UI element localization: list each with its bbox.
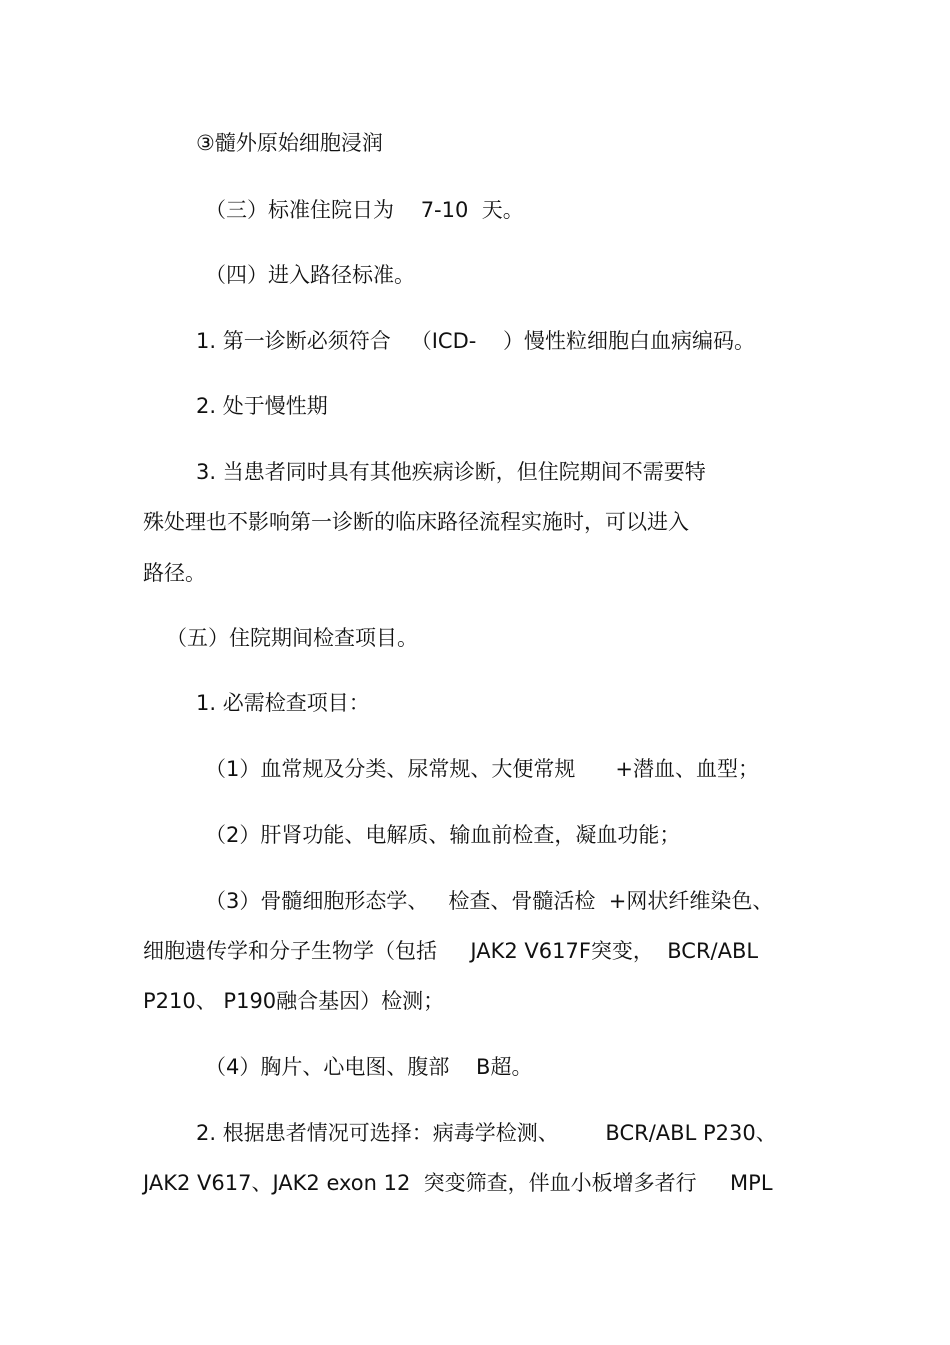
text-line-test-item-3a: （3）骨髓细胞形态学、 检查、骨髓活检 +网状纤维染色、 <box>205 889 774 913</box>
text-line-bone-marrow-infiltration: ③髓外原始细胞浸润 <box>196 131 383 155</box>
text-line-comorbidity-2: 殊处理也不影响第一诊断的临床路径流程实施时，可以进入 <box>143 510 689 534</box>
text-line-comorbidity-1: 3. 当患者同时具有其他疾病诊断，但住院期间不需要特 <box>196 460 706 484</box>
text-line-test-item-3b: 细胞遗传学和分子生物学（包括 JAK2 V617F突变， BCR/ABL <box>143 939 759 963</box>
text-line-comorbidity-3: 路径。 <box>143 561 206 585</box>
text-line-optional-tests-1: 2. 根据患者情况可选择：病毒学检测、 BCR/ABL P230、 <box>196 1121 777 1145</box>
text-line-test-item-4: （4）胸片、心电图、腹部 B超。 <box>205 1055 533 1079</box>
text-line-required-tests: 1. 必需检查项目： <box>196 691 370 715</box>
text-line-chronic-phase: 2. 处于慢性期 <box>196 394 328 418</box>
text-line-test-item-3c: P210、 P190融合基因）检测； <box>143 989 445 1013</box>
text-line-hospital-stay: （三）标准住院日为 7-10 天。 <box>205 198 524 222</box>
text-line-test-item-1: （1）血常规及分类、尿常规、大便常规 +潜血、血型； <box>205 757 760 781</box>
text-line-pathway-criteria-heading: （四）进入路径标准。 <box>205 263 415 287</box>
text-line-test-item-2: （2）肝肾功能、电解质、输血前检查，凝血功能； <box>205 823 681 847</box>
text-line-inpatient-tests-heading: （五）住院期间检查项目。 <box>166 626 418 650</box>
text-line-first-diagnosis: 1. 第一诊断必须符合 （ICD- ）慢性粒细胞白血病编码。 <box>196 329 756 353</box>
text-line-optional-tests-2: JAK2 V617、JAK2 exon 12 突变筛查，伴血小板增多者行 MPL <box>143 1171 773 1195</box>
